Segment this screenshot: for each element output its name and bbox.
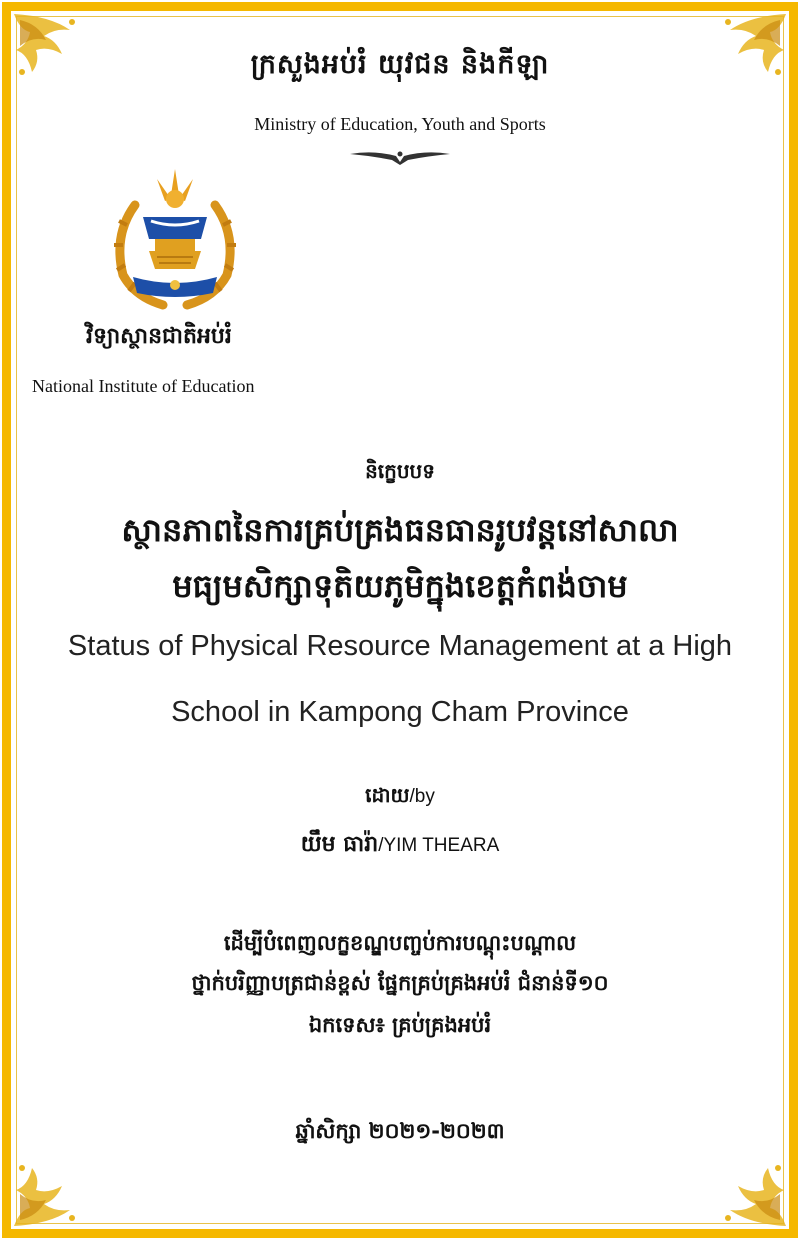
institute-emblem-icon [105,165,245,315]
author-name-km: យឹម ធារ៉ា [300,832,379,857]
thesis-label: និក្ខេបបទ [365,459,435,483]
institute-name-km: វិទ្យាស្ថានជាតិអប់រំ [86,324,232,349]
thesis-title-en-line2: School in Kampong Cham Province [171,696,629,728]
author-name-en: /YIM THEARA [378,835,500,856]
by-label-km: ដោយ [365,783,410,807]
purpose-line3: ឯកទេស៖ គ្រប់គ្រងអប់រំ [308,1013,492,1037]
purpose-line1: ដើម្បីបំពេញលក្ខខណ្ឌបញ្ចប់ការបណ្តុះបណ្តាល [223,931,577,955]
ministry-title-en: Ministry of Education, Youth and Sports [254,114,546,134]
by-label-en: /by [409,786,435,807]
institute-name-en: National Institute of Education [32,376,255,396]
thesis-title-en-line1: Status of Physical Resource Management at a High [67,630,733,662]
purpose-line2: ថ្នាក់បរិញ្ញាបត្រជាន់ខ្ពស់ ផ្នែកគ្រប់គ្រងអប់រំ ជំនាន់ទី១០ [191,971,609,995]
academic-year: ឆ្នាំសិក្សា ២០២១-២០២៣ [295,1119,505,1143]
divider-ornament-icon [348,148,452,166]
thesis-title-km-line1: ស្ថានភាពនៃការគ្រប់គ្រងធនធានរូបវន្តនៅសាលា [121,511,679,549]
thesis-title-km-line2: មធ្យមសិក្សាទុតិយភូមិក្នុងខេត្តកំពង់ចាម [172,567,628,605]
byline [0,782,800,812]
ministry-title-km: ក្រសួងអប់រំ យុវជន និងកីឡា [250,49,550,80]
author-line [0,830,800,862]
